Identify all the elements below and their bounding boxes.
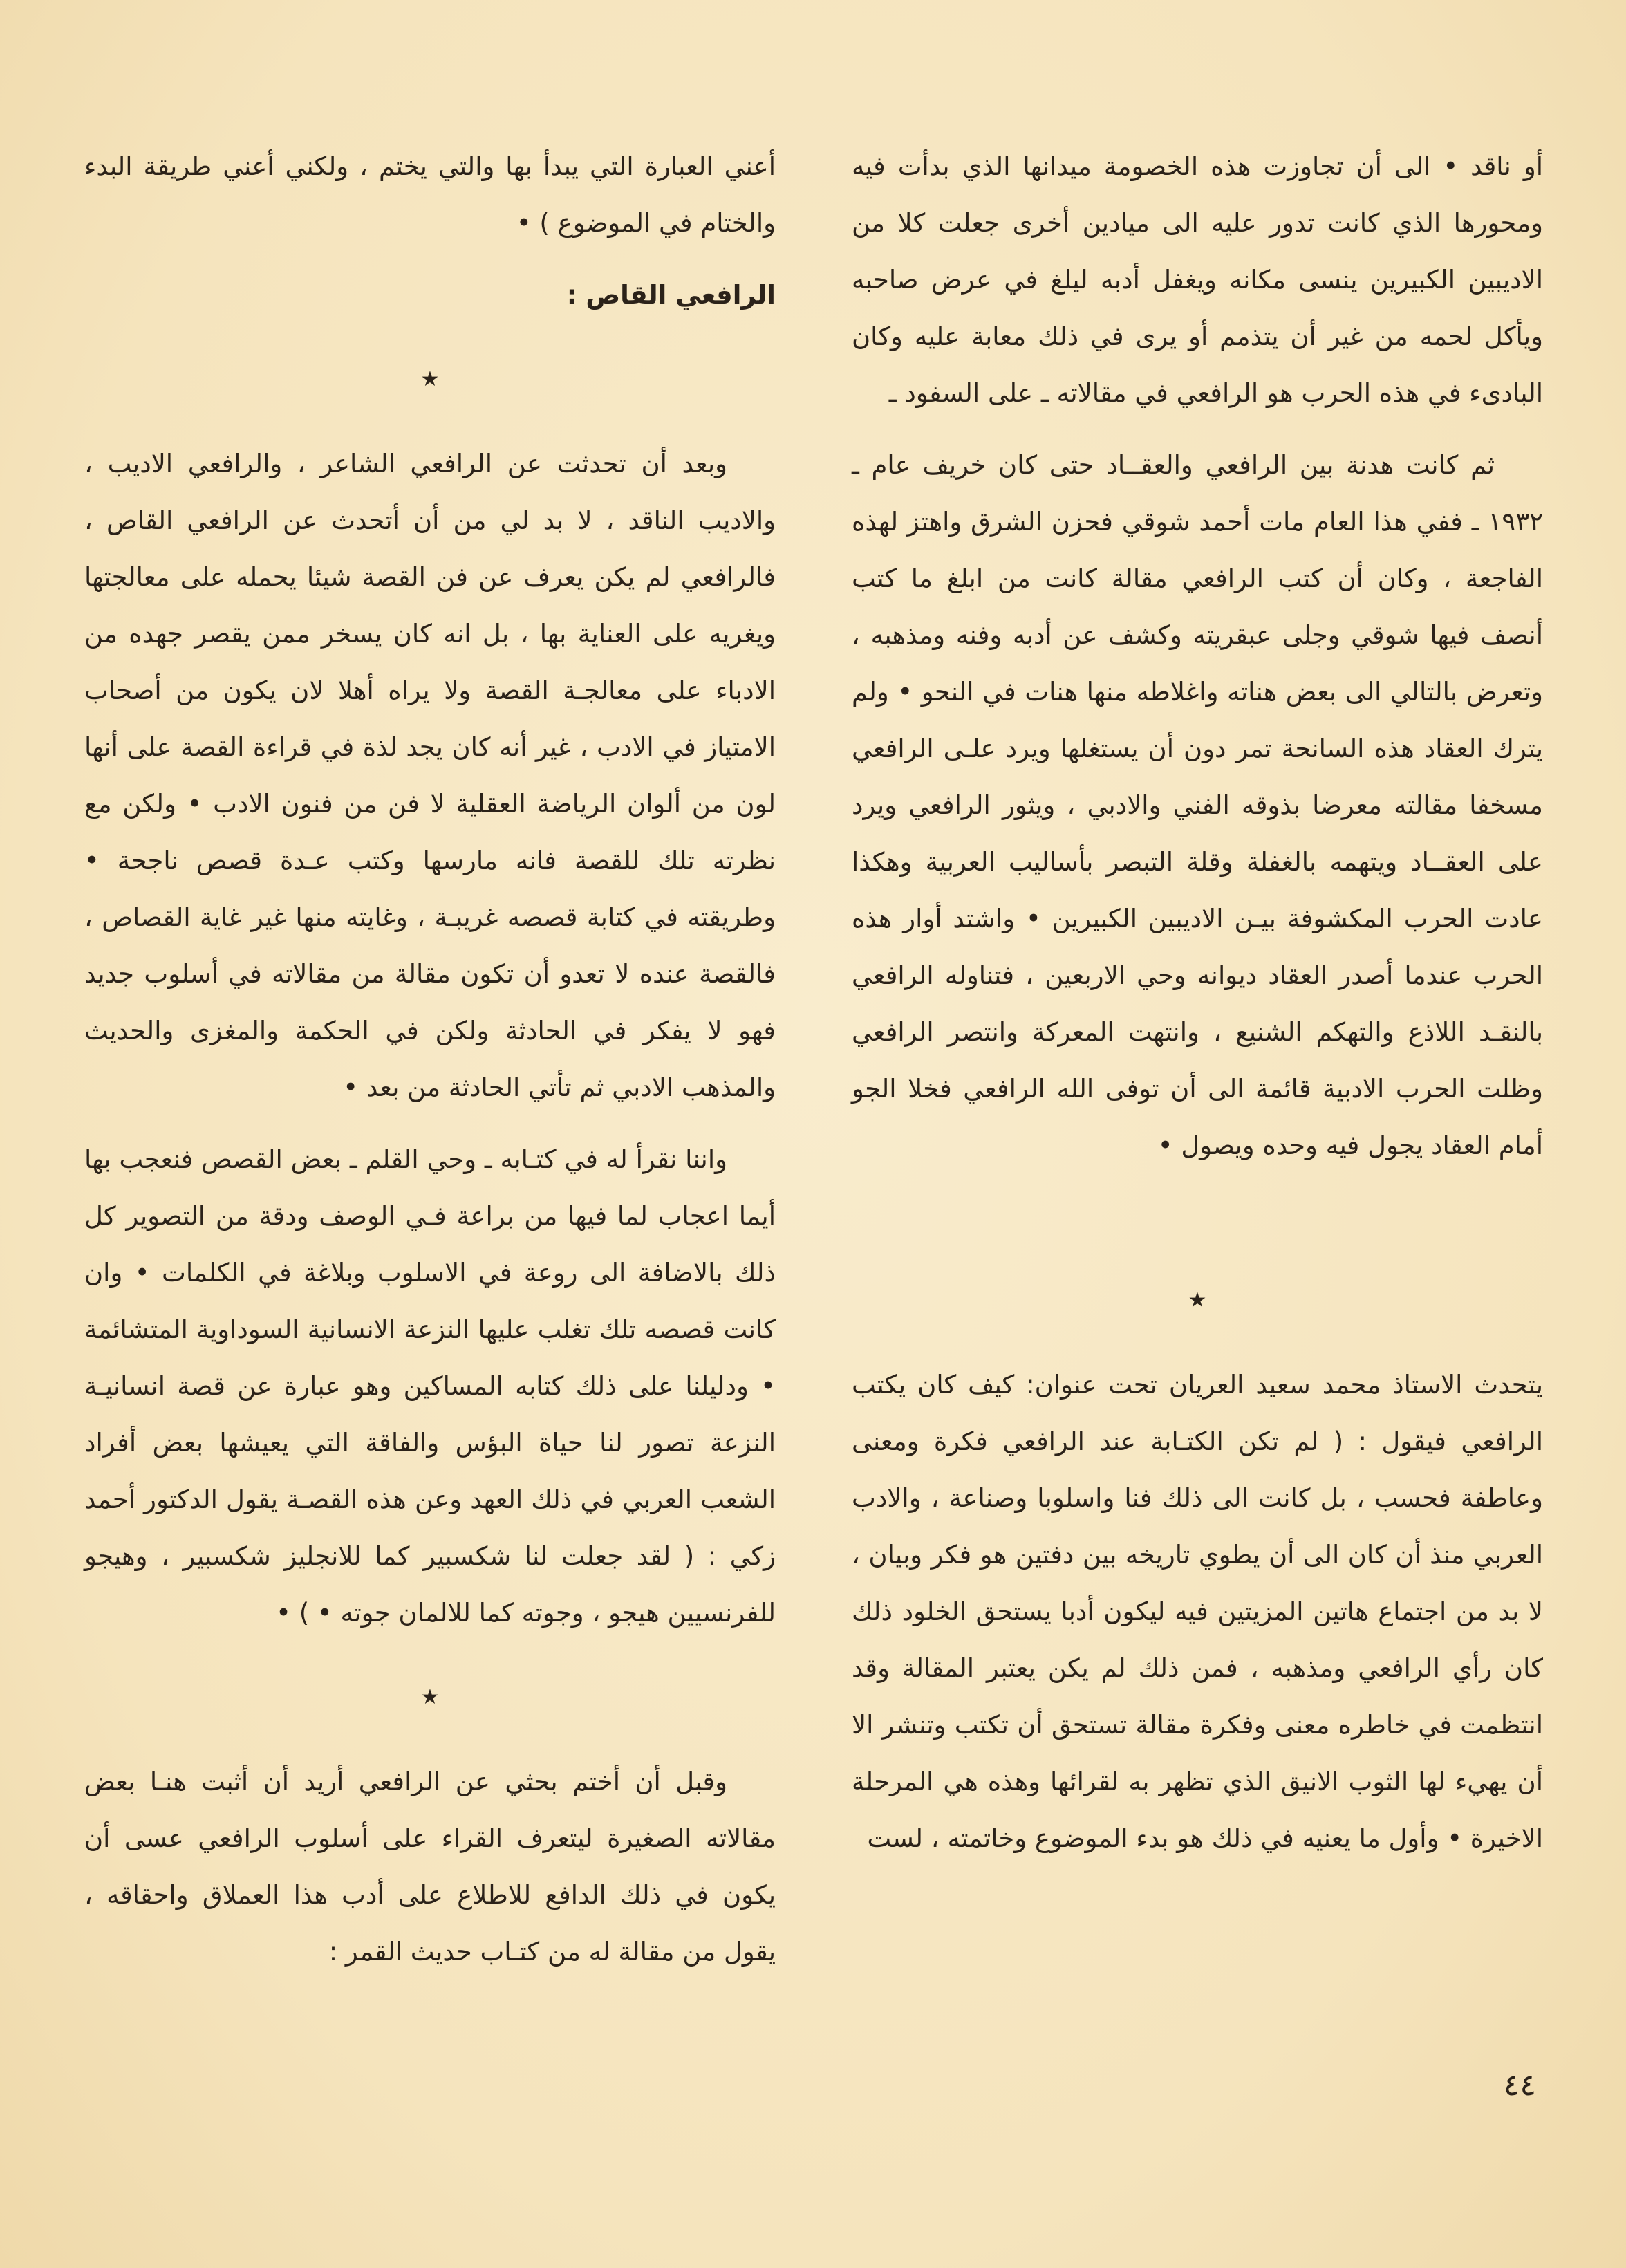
star-divider: ★ [1188, 1288, 1207, 1312]
paragraph: وقبل أن أختم بحثي عن الرافعي أريد أن أثبت هنـا بعض مقالاته الصغيرة ليتعرف القراء على أسلوب الرافعي عسى أن يكون في ذلك الدافع للاطلاع على أدب هذا العملاق واحقاقه ، يقول من مقالة له من كتـاب حديث القمر : [84, 1767, 776, 1967]
paragraph: ثم كانت هدنة بين الرافعي والعقــاد حتى كان خريف عام ـ ١٩٣٢ ـ ففي هذا العام مات أحمد شوقي فحزن الشرق واهتز لهذه الفاجعة ، وكان أن كتب الرافعي مقالة كانت من ابلغ ما كتب أنصف فيها شوقي وجلى عبقريته وكشف عن أدبه وفنه ومذهبه ، وتعرض بالتالي الى بعض هناته واغلاطه منها هنات في النحو • ولم يترك العقاد هذه السانحة تمر دون أن يستغلها ويرد علـى الرافعي مسخفا مقالته معرضا بذوقه الفني والادبي ، ويثور الرافعي ويرد على العقــاد ويتهمه بالغفلة وقلة التبصر بأساليب العربية وهكذا عادت الحرب المكشوفة بيـن الاديبين الكبيرين • واشتد أوار هذه الحرب عندما أصدر العقاد ديوانه وحي الاربعين ، فتناوله الرافعي بالنقـد اللاذع والتهكم الشنيع ، وانتهت المعركة وانتصر الرافعي وظلت الحرب الادبية قائمة الى أن توفى الله الرافعي فخلا الجو أمام العقاد يجول فيه وحده ويصول • [852, 450, 1543, 1160]
right-column [852, 138, 1543, 1882]
page-number: ٤٤ [1503, 2067, 1536, 2103]
paragraph: واننا نقرأ له في كتـابه ـ وحي القلم ـ بعض القصص فنعجب بها أيما اعجاب لما فيها من براعة فـي الوصف ودقة من التصوير كل ذلك بالاضافة الى روعة في الاسلوب وبلاغة في الكلمات • وان كانت قصصه تلك تغلب عليها النزعة الانسانية السوداوية المتشائمة • ودليلنا على ذلك كتابه المساكين وهو عبارة عن قصة انسانيـة النزعة تصور لنا حياة البؤس والفاقة التي يعيشها بعض أفراد الشعب العربي في ذلك العهد وعن هذه القصـة يقول الدكتور أحمد زكي : ( لقد جعلت لنا شكسبير كما للانجليز شكسبير ، وهيجو للفرنسيين هيجو ، وجوته كما للالمان جوته • ) • [84, 1144, 776, 1628]
spacer [852, 1189, 1543, 1245]
star-divider: ★ [420, 367, 440, 391]
paragraph: أو ناقد • الى أن تجاوزت هذه الخصومة ميدانها الذي بدأت فيه ومحورها الذي كانت تدور عليه الى ميادين أخرى جعلت كلا من الاديبين الكبيرين ينسى مكانه ويغفل أدبه ليلغ في عرض صاحبه ويأكل لحمه من غير أن يتذمم أو يرى في ذلك معابة عليه وكان البادىء في هذه الحرب هو الرافعي في مقالاته ـ على السفود ـ [852, 151, 1543, 408]
left-column [84, 138, 776, 1996]
section-heading: الرافعي القاص : [566, 280, 776, 310]
paragraph: يتحدث الاستاذ محمد سعيد العريان تحت عنوان: كيف كان يكتب الرافعي فيقول : ( لم تكن الكتـابة عند الرافعي فكرة ومعنى وعاطفة فحسب ، بل كانت الى ذلك فنا واسلوبا وصناعة ، والادب العربي منذ أن كان الى أن يطوي تاريخه بين دفتين هو فكر وبيان ، لا بد من اجتماع هاتين المزيتين فيه ليكون أدبا يستحق الخلود ذلك كان رأي الرافعي ومذهبه ، فمن ذلك لم يكن يعتبر المقالة وقد انتظمت في خاطره معنى وفكرة مقالة تستحق أن تكتب وتنشر الا أن يهيء لها الثوب الانيق الذي تظهر به لقرائها وهذه هي المرحلة الاخيرة • وأول ما يعنيه في ذلك هو بدء الموضوع وخاتمته ، لست [852, 1370, 1543, 1853]
paragraph: أعني العبارة التي يبدأ بها والتي يختم ، ولكني أعني طريقة البدء والختام في الموضوع ) • [84, 151, 776, 238]
paragraph: وبعد أن تحدثت عن الرافعي الشاعر ، والرافعي الاديب ، والاديب الناقد ، لا بد لي من أن أتحدث عن الرافعي القاص ، فالرافعي لم يكن يعرف عن فن القصة شيئا يحمله على معالجتها ويغريه على العناية بها ، بل انه كان يسخر ممن يقصر جهده من الادباء على معالجـة القصة ولا يراه أهلا لان يكون من أصحاب الامتياز في الادب ، غير أنه كان يجد لذة في قراءة القصة على أنها لون من ألوان الرياضة العقلية لا فن من فنون الادب • ولكن مع نظرته تلك للقصة فانه مارسها وكتب عـدة قصص ناجحة • وطريقته في كتابة قصصه غريبـة ، وغايته منها غير غاية القصاص ، فالقصة عنده لا تعدو أن تكون مقالة من مقالاته في أسلوب جديد فهو لا يفكر في الحادثة ولكن في الحكمة والمغزى والحديث والمذهب الادبي ثم تأتي الحادثة من بعد • [84, 449, 776, 1102]
star-divider: ★ [420, 1685, 440, 1709]
